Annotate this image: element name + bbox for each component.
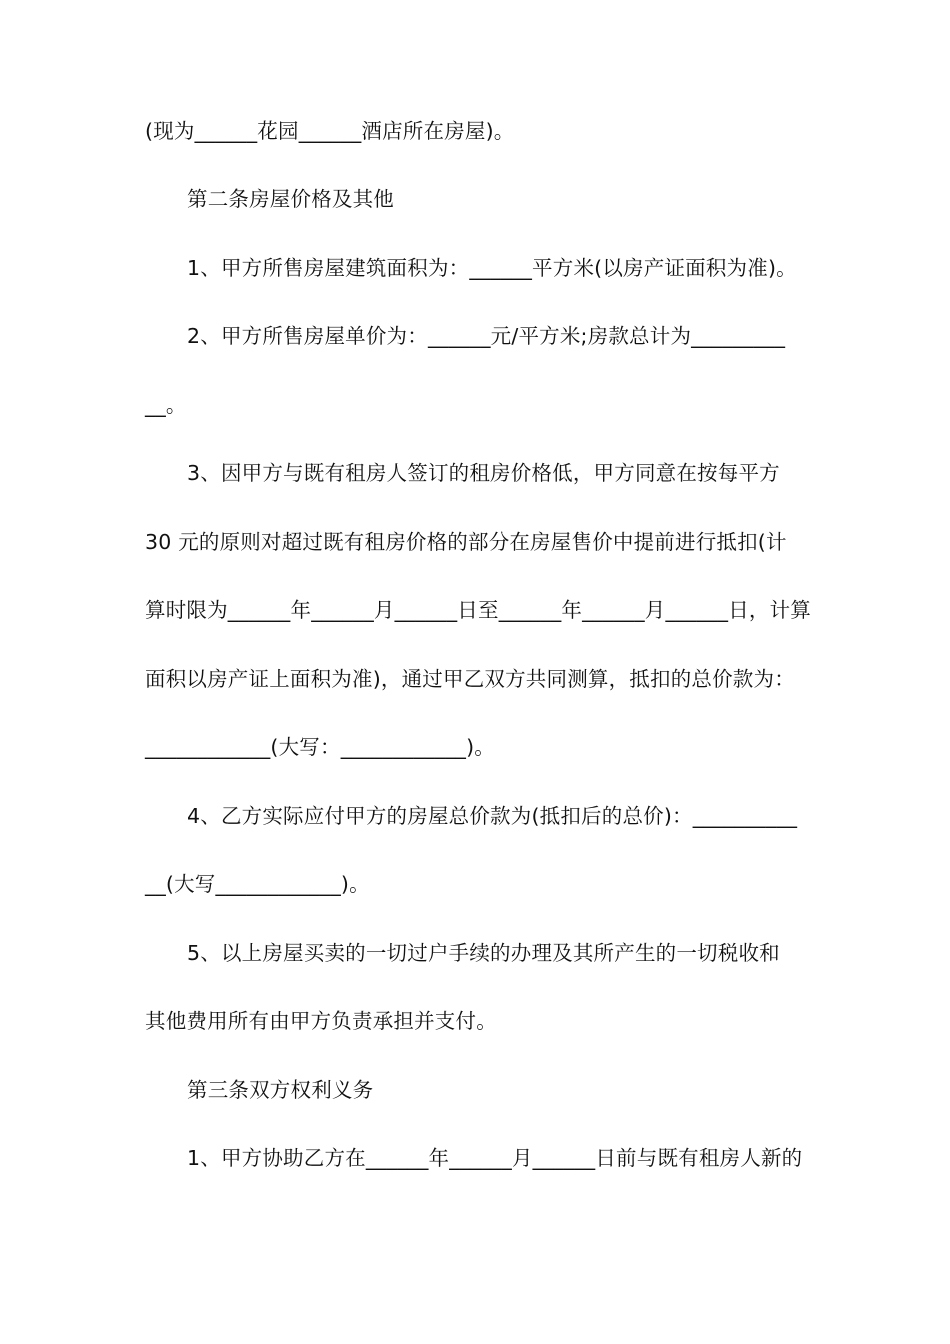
- text-line: __。: [145, 393, 187, 417]
- clause-item: 5、以上房屋买卖的一切过户手续的办理及其所产生的一切税收和: [187, 941, 780, 965]
- text-line: ____________(大写：____________)。: [145, 735, 495, 759]
- text-line: (现为______花园______酒店所在房屋)。: [145, 119, 515, 143]
- clause-item: 1、甲方所售房屋建筑面积为：______平方米(以房产证面积为准)。: [187, 256, 797, 280]
- clause-item: 2、甲方所售房屋单价为：______元/平方米;房款总计为_________: [187, 324, 786, 348]
- text-line: 算时限为______年______月______日至______年______月______日，计算: [145, 598, 811, 622]
- clause-item: 1、甲方协助乙方在______年______月______日前与既有租房人新的: [187, 1146, 803, 1170]
- text-line: __(大写____________)。: [145, 872, 370, 896]
- clause-item: 3、因甲方与既有租房人签订的租房价格低，甲方同意在按每平方: [187, 461, 780, 485]
- clause-item: 4、乙方实际应付甲方的房屋总价款为(抵扣后的总价)：__________: [187, 804, 798, 828]
- section-heading: 第二条房屋价格及其他: [187, 187, 394, 211]
- section-heading: 第三条双方权利义务: [187, 1078, 374, 1102]
- text-line: 其他费用所有由甲方负责承担并支付。: [145, 1009, 497, 1033]
- text-line: 30 元的原则对超过既有租房价格的部分在房屋售价中提前进行抵扣(计: [145, 530, 787, 554]
- text-line: 面积以房产证上面积为准)，通过甲乙双方共同测算，抵扣的总价款为：: [145, 667, 795, 691]
